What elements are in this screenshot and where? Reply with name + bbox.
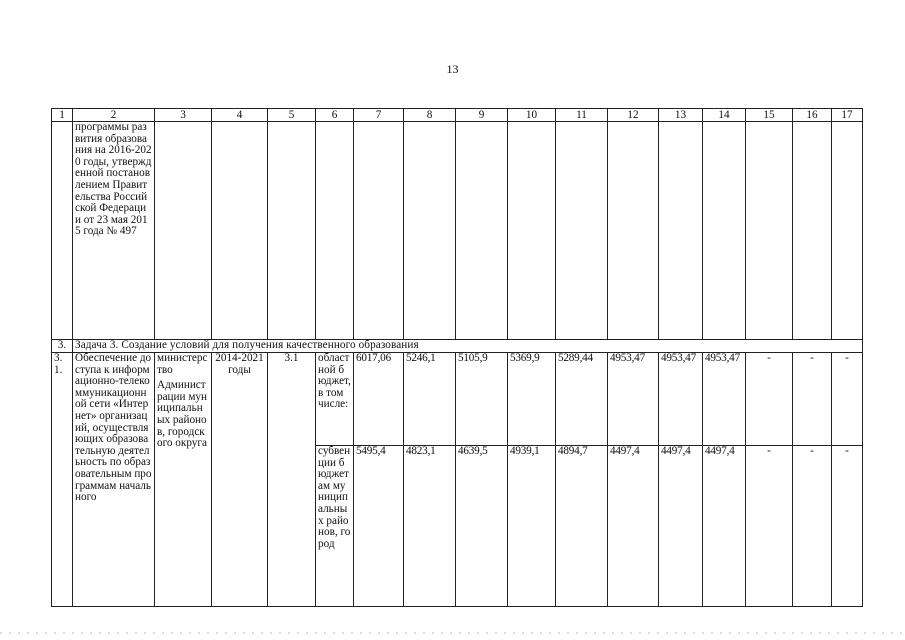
item-number: 3.1. [52, 353, 73, 607]
header-cell: 15 [746, 109, 793, 122]
value-cell: - [793, 353, 832, 446]
value-cell: 4894,7 [556, 446, 608, 607]
value-cell: - [793, 446, 832, 607]
header-cell: 12 [608, 109, 659, 122]
empty-cell [52, 122, 73, 340]
value-cell: 4953,47 [659, 353, 703, 446]
empty-cell [268, 122, 316, 340]
header-cell: 16 [793, 109, 832, 122]
empty-cell [659, 122, 703, 340]
value-cell: 6017,06 [354, 353, 404, 446]
executor-ministry: министерство [157, 352, 208, 376]
header-cell: 10 [508, 109, 556, 122]
continuation-text: программы развития образования на 2016-2020 годы, утвержденной постановлением Правительства Российской Федерации от 23 мая 2015 года № 497 [73, 122, 155, 340]
header-cell: 13 [659, 109, 703, 122]
funding-source: областной бюджет, в том числе: [316, 353, 354, 446]
funding-source: субвенции бюджетам муниципальных районов, город [316, 446, 354, 607]
header-cell: 11 [556, 109, 608, 122]
empty-cell [703, 122, 746, 340]
header-cell: 4 [212, 109, 268, 122]
value-cell: - [746, 446, 793, 607]
continuation-row [52, 122, 863, 340]
value-cell: 4823,1 [404, 446, 456, 607]
value-cell: 4497,4 [659, 446, 703, 607]
empty-cell [832, 122, 863, 340]
item-indicator: 3.1 [268, 353, 316, 607]
empty-cell [456, 122, 508, 340]
budget-table [51, 108, 863, 607]
item-period: 2014-2021 годы [212, 353, 268, 607]
empty-cell [508, 122, 556, 340]
value-cell: 5105,9 [456, 353, 508, 446]
value-cell: 5369,9 [508, 353, 556, 446]
value-cell: 5246,1 [404, 353, 456, 446]
executor-administrations: Администрации муниципальных районов, городского округа [157, 379, 207, 450]
value-cell: 4939,1 [508, 446, 556, 607]
task-title: Задача 3. Создание условий для получения качественного образования [73, 340, 863, 353]
empty-cell [354, 122, 404, 340]
empty-cell [746, 122, 793, 340]
page-number: 13 [446, 62, 459, 76]
value-cell: - [746, 353, 793, 446]
header-cell: 9 [456, 109, 508, 122]
value-cell: 5495,4 [354, 446, 404, 607]
header-cell: 1 [52, 109, 73, 122]
task-number: 3. [52, 340, 73, 353]
empty-cell [404, 122, 456, 340]
item-row-1 [52, 353, 863, 446]
empty-cell [793, 122, 832, 340]
empty-cell [556, 122, 608, 340]
empty-cell [212, 122, 268, 340]
column-number-row [52, 109, 863, 122]
header-cell: 17 [832, 109, 863, 122]
header-cell: 5 [268, 109, 316, 122]
value-cell: 4497,4 [608, 446, 659, 607]
value-cell: 5289,44 [556, 353, 608, 446]
value-cell: - [832, 446, 863, 607]
value-cell: 4639,5 [456, 446, 508, 607]
scan-artifact [0, 632, 905, 634]
header-cell: 3 [155, 109, 212, 122]
header-cell: 2 [73, 109, 155, 122]
empty-cell [155, 122, 212, 340]
value-cell: 4953,47 [703, 353, 746, 446]
header-cell: 6 [316, 109, 354, 122]
value-cell: 4953,47 [608, 353, 659, 446]
item-executor [155, 353, 212, 607]
value-cell: 4497,4 [703, 446, 746, 607]
header-cell: 7 [354, 109, 404, 122]
empty-cell [608, 122, 659, 340]
task-row [52, 340, 863, 353]
header-cell: 8 [404, 109, 456, 122]
value-cell: - [832, 353, 863, 446]
item-name: Обеспечение доступа к информационно-телекоммуникационной сети «Интернет» организаций, осуществляющих образовательную деятельность по образовательным программам начального [73, 353, 155, 607]
header-cell: 14 [703, 109, 746, 122]
empty-cell [316, 122, 354, 340]
